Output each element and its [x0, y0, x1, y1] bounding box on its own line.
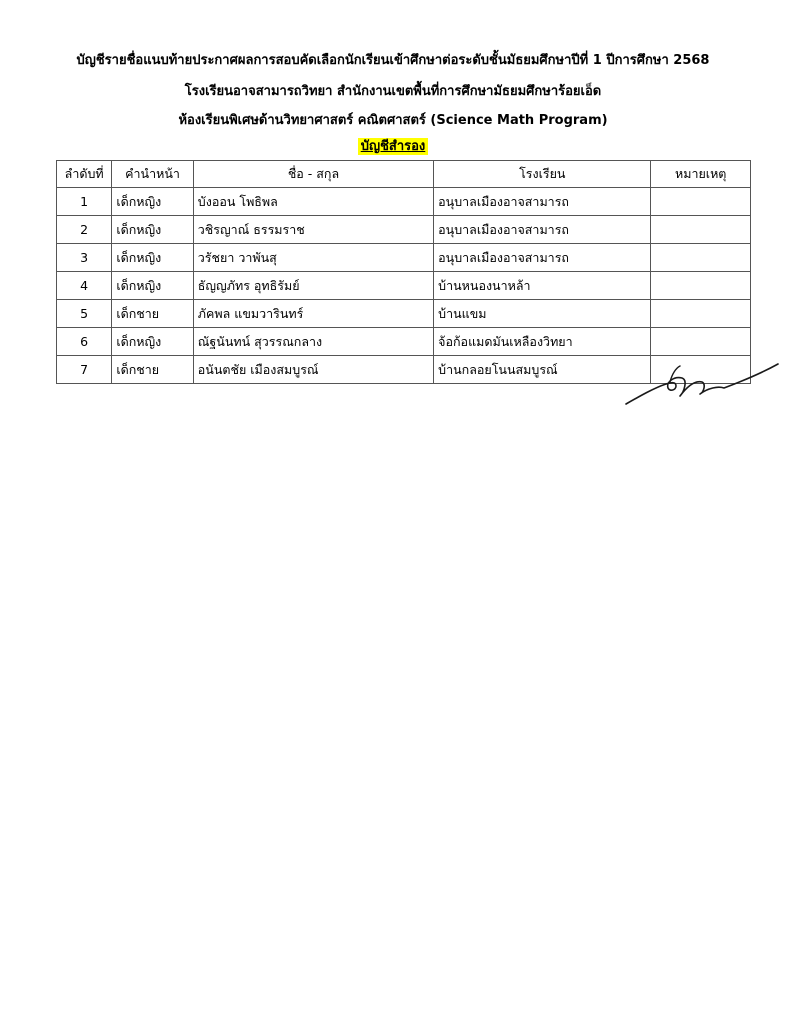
cell-note: [651, 188, 751, 216]
cell-school: บ้านหนองนาหล้า: [434, 272, 651, 300]
cell-name: ณัฐนันทน์ สุวรรณกลาง: [193, 328, 433, 356]
table-row: [57, 300, 751, 328]
signature-mark: [620, 352, 786, 412]
cell-title: เด็กหญิง: [112, 328, 193, 356]
document-title-line-2: โรงเรียนอาจสามารถวิทยา สำนักงานเขตพื้นที่การศึกษามัธยมศึกษาร้อยเอ็ด: [184, 84, 602, 99]
column-header-note: หมายเหตุ: [651, 161, 751, 188]
cell-no: 6: [57, 328, 112, 356]
cell-title: เด็กหญิง: [112, 216, 193, 244]
cell-title: เด็กหญิง: [112, 244, 193, 272]
table-row: [57, 272, 751, 300]
reserve-list-table: [56, 160, 751, 384]
column-header-school: โรงเรียน: [434, 161, 651, 188]
cell-school: อนุบาลเมืองอาจสามารถ: [434, 188, 651, 216]
cell-school: บ้านกลอยโนนสมบูรณ์: [434, 356, 651, 384]
cell-school: อนุบาลเมืองอาจสามารถ: [434, 216, 651, 244]
list-title-wrapper: [0, 138, 786, 156]
cell-title: เด็กชาย: [112, 356, 193, 384]
cell-title: เด็กชาย: [112, 300, 193, 328]
document-title-line-1: บัญชีรายชื่อแนบท้ายประกาศผลการสอบคัดเลือกนักเรียนเข้าศึกษาต่อระดับชั้นมัธยมศึกษาปีที่ 1 ปีการศึกษา 2568: [76, 53, 710, 68]
cell-note: [651, 272, 751, 300]
cell-name: ธัญญภัทร อุทธิรัมย์: [193, 272, 433, 300]
column-header-name: ชื่อ - สกุล: [193, 161, 433, 188]
cell-no: 2: [57, 216, 112, 244]
cell-no: 1: [57, 188, 112, 216]
cell-no: 3: [57, 244, 112, 272]
cell-name: ภัคพล แขมวารินทร์: [193, 300, 433, 328]
cell-no: 7: [57, 356, 112, 384]
cell-title: เด็กหญิง: [112, 188, 193, 216]
cell-name: อนันตชัย เมืองสมบูรณ์: [193, 356, 433, 384]
column-header-title: คำนำหน้า: [112, 161, 193, 188]
cell-school: อนุบาลเมืองอาจสามารถ: [434, 244, 651, 272]
cell-note: [651, 244, 751, 272]
cell-no: 4: [57, 272, 112, 300]
cell-no: 5: [57, 300, 112, 328]
column-header-no: ลำดับที่: [57, 161, 112, 188]
table-row: [57, 244, 751, 272]
cell-name: วชิรญาณ์ ธรรมราช: [193, 216, 433, 244]
cell-name: บังออน โพธิพล: [193, 188, 433, 216]
table-row: [57, 188, 751, 216]
list-title: บัญชีสำรอง: [358, 138, 429, 155]
table-header-row: [57, 161, 751, 188]
cell-school: บ้านแขม: [434, 300, 651, 328]
document-title-line-3: ห้องเรียนพิเศษด้านวิทยาศาสตร์ คณิตศาสตร์ (Science Math Program): [178, 113, 608, 128]
cell-school: จ้อก้อแมดมันเหลืองวิทยา: [434, 328, 651, 356]
table-row: [57, 216, 751, 244]
cell-note: [651, 216, 751, 244]
cell-note: [651, 300, 751, 328]
cell-title: เด็กหญิง: [112, 272, 193, 300]
cell-name: วรัชยา วาพันสุ: [193, 244, 433, 272]
